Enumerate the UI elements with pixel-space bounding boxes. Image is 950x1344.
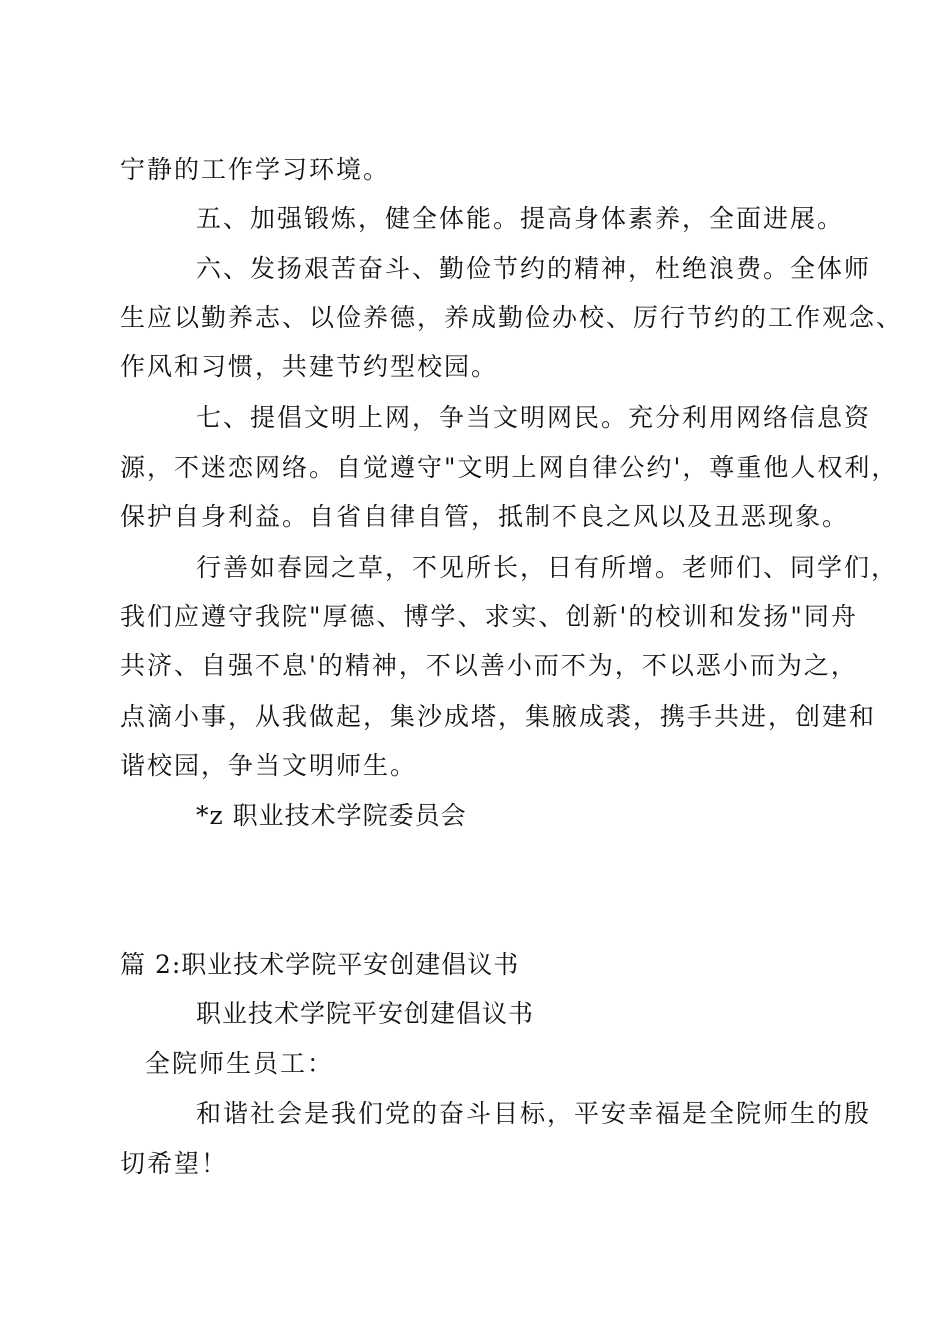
- paragraph-line: 生应以勤养志、以俭养德，养成勤俭办校、厉行节约的工作观念、: [120, 303, 904, 332]
- greeting: 全院师生员工：: [145, 1049, 335, 1078]
- paragraph-line: 六、发扬艰苦奋斗、勤俭节约的精神，杜绝浪费。全体师: [196, 254, 872, 283]
- paragraph-line: 我们应遵守我院"厚德、博学、求实、创新'的校训和发扬"同舟: [120, 602, 858, 631]
- paragraph-line: 共济、自强不息'的精神，不以善小而不为，不以恶小而为之，: [120, 651, 858, 680]
- paragraph-line: 五、加强锻炼，健全体能。提高身体素养，全面进展。: [196, 204, 845, 233]
- paragraph-line: 作风和习惯，共建节约型校园。: [120, 352, 499, 381]
- signature: *z 职业技术学院委员会: [196, 801, 467, 830]
- paragraph-line: 宁静的工作学习环境。: [120, 155, 391, 184]
- paragraph-line: 切希望！: [120, 1149, 229, 1178]
- paragraph-line: 点滴小事，从我做起，集沙成塔，集腋成裘，携手共进，创建和: [120, 702, 877, 731]
- paragraph-line: 保护自身利益。自省自律自管，抵制不良之风以及丑恶现象。: [120, 502, 850, 531]
- paragraph-line: 谐校园，争当文明师生。: [120, 751, 418, 780]
- paragraph-line: 和谐社会是我们党的奋斗目标，平安幸福是全院师生的殷: [196, 1099, 872, 1128]
- section-heading: 篇 2:职业技术学院平安创建倡议书: [120, 950, 520, 979]
- paragraph-line: 行善如春园之草，不见所长，日有所增。老师们、同学们，: [196, 553, 899, 582]
- document-title: 职业技术学院平安创建倡议书: [196, 999, 535, 1028]
- paragraph-line: 七、提倡文明上网，争当文明网民。充分利用网络信息资: [196, 403, 872, 432]
- paragraph-line: 源，不迷恋网络。自觉遵守"文明上网自律公约'，尊重他人权利，: [120, 453, 899, 482]
